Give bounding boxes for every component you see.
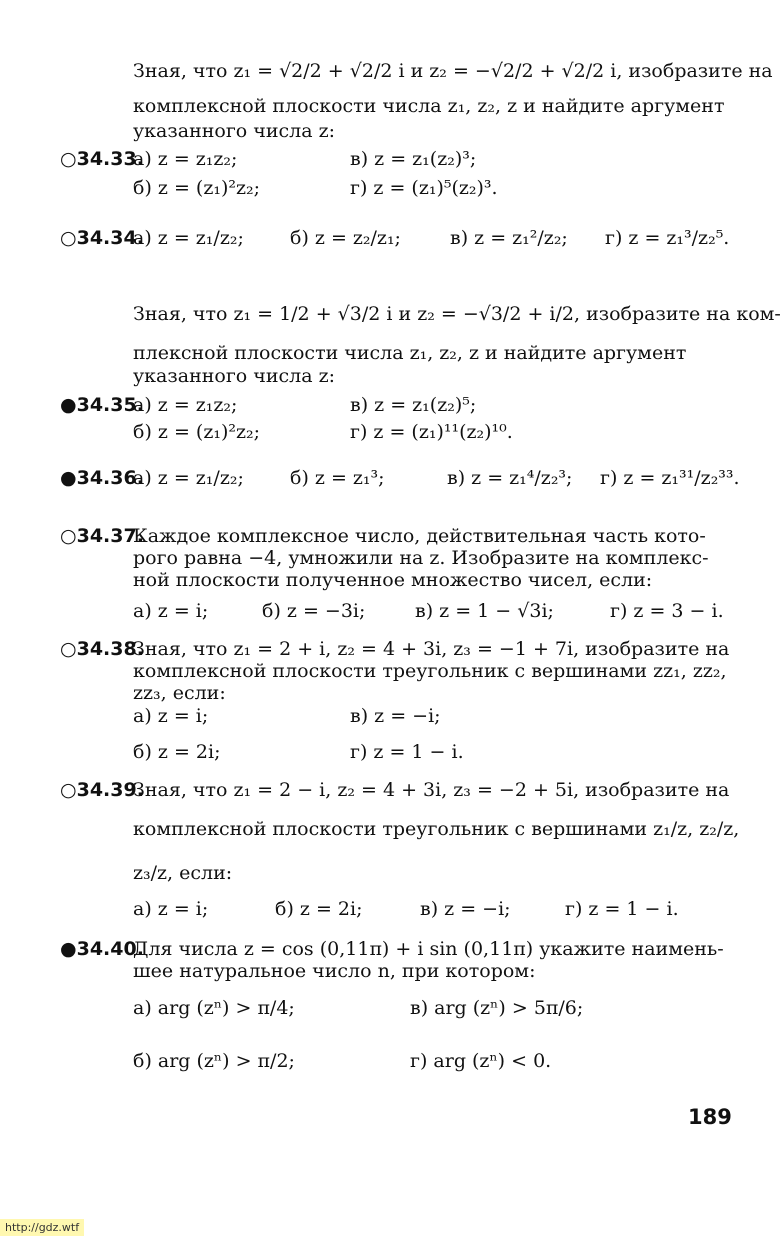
problem-number-34-33: ○34.33.: [60, 148, 144, 170]
p3438-option-a: а) z = i;: [133, 705, 209, 727]
problem-number-34-36: ●34.36.: [60, 467, 144, 489]
watermark-link[interactable]: http://gdz.wtf: [0, 1219, 84, 1236]
p3438-option-g: г) z = 1 − i.: [350, 741, 464, 763]
p3438-line-1: Зная, что z₁ = 2 + i, z₂ = 4 + 3i, z₃ = −1 + 7i, изобразите на: [133, 638, 730, 660]
page-number: 189: [688, 1105, 732, 1129]
p3438-line-3: zz₃, если:: [133, 682, 226, 704]
p3436-option-a: а) z = z₁/z₂;: [133, 467, 244, 489]
p3437-option-b: б) z = −3i;: [262, 600, 366, 622]
p3434-option-g: г) z = z₁³/z₂⁵.: [605, 227, 730, 249]
intro-2-line-3: указанного числа z:: [133, 365, 335, 387]
p3435-option-a: а) z = z₁z₂;: [133, 394, 238, 416]
p3439-option-a: а) z = i;: [133, 898, 209, 920]
p3434-option-b: б) z = z₂/z₁;: [290, 227, 401, 249]
intro-1-line-2: комплексной плоскости числа z₁, z₂, z и найдите аргумент: [133, 95, 725, 117]
intro-1-line-1: Зная, что z₁ = √2/2 + √2/2 i и z₂ = −√2/2 + √2/2 i, изобразите на: [133, 60, 773, 82]
p3440-line-2: шее натуральное число n, при котором:: [133, 960, 536, 982]
p3438-option-b: б) z = 2i;: [133, 741, 221, 763]
p3440-option-a: а) arg (zⁿ) > π/4;: [133, 997, 295, 1019]
p3439-line-2: комплексной плоскости треугольник с вершинами z₁/z, z₂/z,: [133, 818, 740, 840]
p3440-option-v: в) arg (zⁿ) > 5π/6;: [410, 997, 584, 1019]
p3435-option-g: г) z = (z₁)¹¹(z₂)¹⁰.: [350, 421, 513, 443]
p3439-option-g: г) z = 1 − i.: [565, 898, 679, 920]
p3433-option-v: в) z = z₁(z₂)³;: [350, 148, 477, 170]
problem-number-34-35: ●34.35.: [60, 394, 144, 416]
problem-number-34-40: ●34.40.: [60, 938, 144, 960]
p3437-option-a: а) z = i;: [133, 600, 209, 622]
problem-number-34-37: ○34.37.: [60, 525, 144, 547]
problem-number-34-38: ○34.38.: [60, 638, 144, 660]
p3434-option-a: а) z = z₁/z₂;: [133, 227, 244, 249]
intro-2-line-2: плексной плоскости числа z₁, z₂, z и найдите аргумент: [133, 342, 687, 364]
p3440-option-g: г) arg (zⁿ) < 0.: [410, 1050, 552, 1072]
p3434-option-v: в) z = z₁²/z₂;: [450, 227, 568, 249]
p3435-option-v: в) z = z₁(z₂)⁵;: [350, 394, 477, 416]
p3437-line-2: рого равна −4, умножили на z. Изобразите на комплекс-: [133, 547, 709, 569]
p3436-option-g: г) z = z₁³¹/z₂³³.: [600, 467, 740, 489]
p3439-option-v: в) z = −i;: [420, 898, 511, 920]
p3435-option-b: б) z = (z₁)²z₂;: [133, 421, 260, 443]
p3436-option-b: б) z = z₁³;: [290, 467, 385, 489]
p3433-option-a: а) z = z₁z₂;: [133, 148, 238, 170]
p3437-option-g: г) z = 3 − i.: [610, 600, 724, 622]
problem-number-34-39: ○34.39.: [60, 779, 144, 801]
p3437-option-v: в) z = 1 − √3i;: [415, 600, 554, 622]
p3439-line-1: Зная, что z₁ = 2 − i, z₂ = 4 + 3i, z₃ = −2 + 5i, изобразите на: [133, 779, 730, 801]
p3440-option-b: б) arg (zⁿ) > π/2;: [133, 1050, 295, 1072]
intro-1-line-3: указанного числа z:: [133, 120, 335, 142]
intro-2-line-1: Зная, что z₁ = 1/2 + √3/2 i и z₂ = −√3/2 + i/2, изобразите на ком-: [133, 303, 781, 325]
problem-number-34-34: ○34.34.: [60, 227, 144, 249]
p3439-line-3: z₃/z, если:: [133, 862, 233, 884]
p3433-option-g: г) z = (z₁)⁵(z₂)³.: [350, 177, 498, 199]
p3438-line-2: комплексной плоскости треугольник с вершинами zz₁, zz₂,: [133, 660, 727, 682]
p3439-option-b: б) z = 2i;: [275, 898, 363, 920]
p3437-line-1: Каждое комплексное число, действительная часть кото-: [133, 525, 706, 547]
p3436-option-v: в) z = z₁⁴/z₂³;: [447, 467, 573, 489]
p3437-line-3: ной плоскости полученное множество чисел, если:: [133, 569, 653, 591]
p3433-option-b: б) z = (z₁)²z₂;: [133, 177, 260, 199]
p3440-line-1: Для числа z = cos (0,11π) + i sin (0,11π) укажите наимень-: [133, 938, 724, 960]
p3438-option-v: в) z = −i;: [350, 705, 441, 727]
